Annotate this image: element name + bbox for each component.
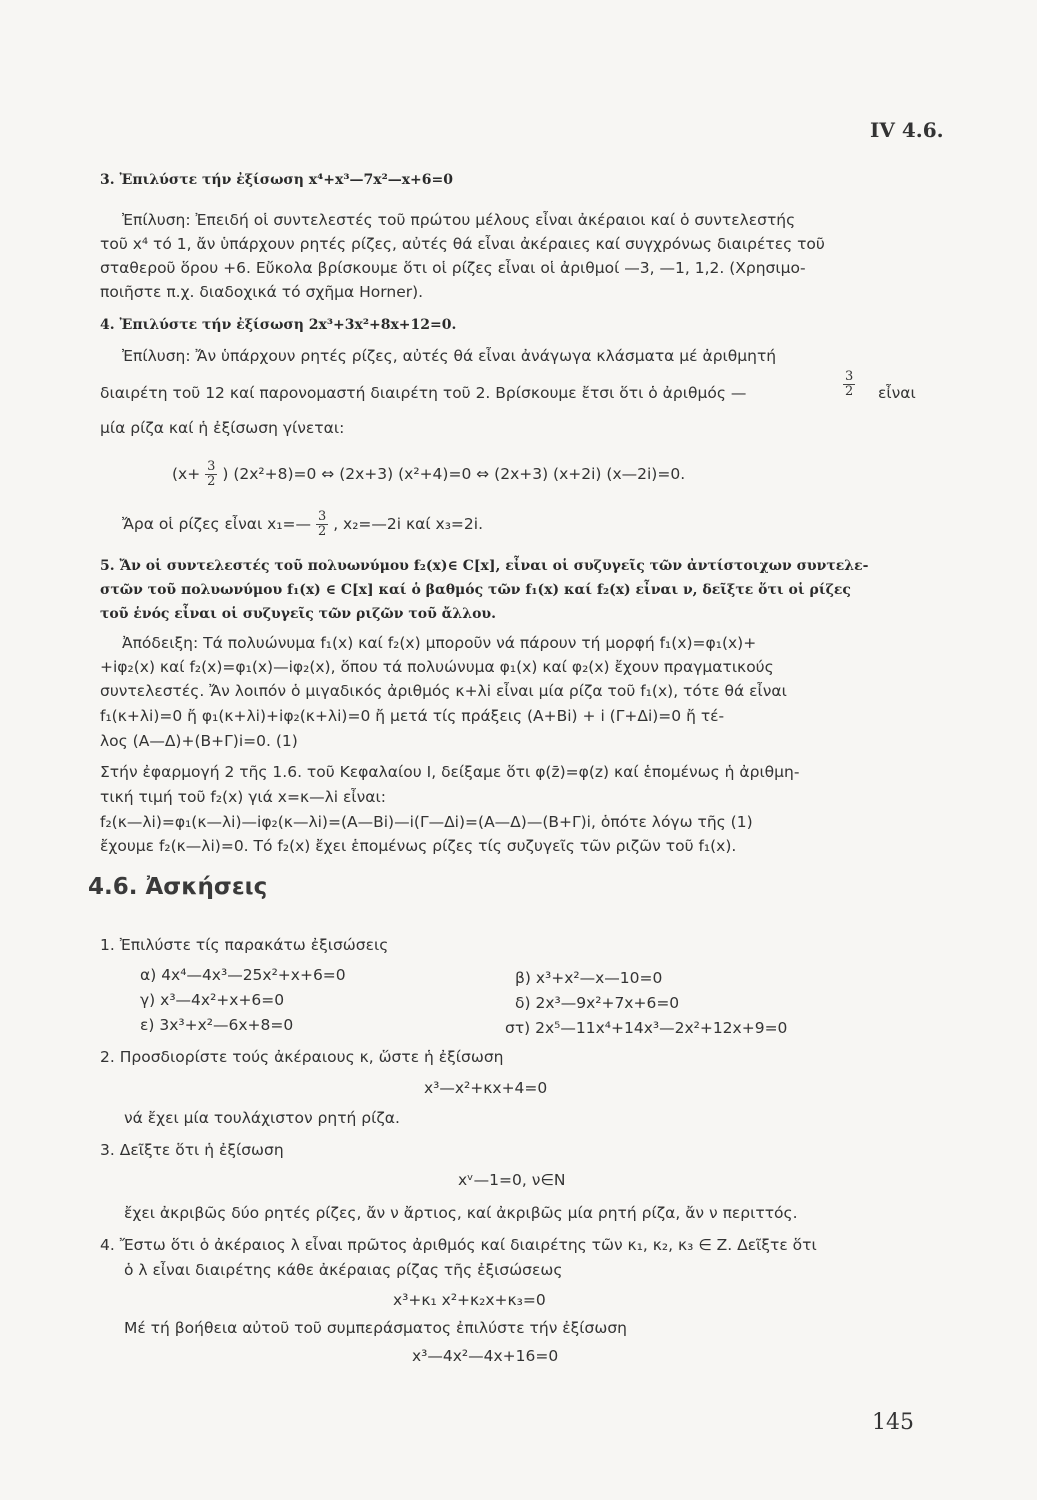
problem-4-solution-line-end: εἶναι [878, 384, 916, 402]
problem-3-line: Ἐπίλυση: Ἐπειδή οἱ συντελεστές τοῦ πρώτου μέλους εἶναι ἀκέραιοι καί ὁ συντελεστής [122, 211, 796, 229]
problem-5-proof-line: Στήν ἐφαρμογή 2 τῆς 1.6. τοῦ Κεφαλαίου I, δείξαμε ὅτι φ(z̄)=φ(z) καί ἑπομένως ἡ ἀριθμη- [100, 763, 800, 781]
problem-5-proof-line: +iφ₂(x) καί f₂(x)=φ₁(x)—iφ₂(x), ὅπου τά πολυώνυμα φ₁(x) καί φ₂(x) ἔχουν πραγματικούς [100, 658, 774, 676]
problem-4-equation [172, 460, 685, 489]
exercise-4-text: 4. Ἔστω ὅτι ὁ ἀκέραιος λ εἶναι πρῶτος ἀριθμός καί διαιρέτης τῶν κ₁, κ₂, κ₃ ∈ Z. Δεῖξτε ὅτι [100, 1236, 817, 1254]
exercise-1-equation: στ) 2x⁵—11x⁴+14x³—2x²+12x+9=0 [505, 1019, 788, 1037]
problem-5-proof-line: λος (Α—Δ)+(Β+Γ)i=0. (1) [100, 732, 298, 750]
fraction-numerator: 3 [207, 459, 216, 474]
problem-3-line: ποιῆστε π.χ. διαδοχικά τό σχῆμα Horner). [100, 283, 424, 301]
exercise-2-text: νά ἔχει μία τουλάχιστον ρητή ρίζα. [124, 1109, 400, 1127]
problem-4-roots [122, 510, 483, 539]
problem-3-line: τοῦ x⁴ τό 1, ἄν ὑπάρχουν ρητές ρίζες, αὐτές θά εἶναι ἀκέραιες καί συγχρόνως διαιρέτες τοῦ [100, 235, 825, 253]
exercise-1-text: 1. Ἐπιλύστε τίς παρακάτω ἐξισώσεις [100, 936, 389, 954]
problem-5-proof-line: τική τιμή τοῦ f₂(x) γιά x=κ—λi εἶναι: [100, 788, 386, 806]
problem-4-solution-line: διαιρέτη τοῦ 12 καί παρονομαστή διαιρέτη τοῦ 2. Βρίσκουμε ἔτσι ὅτι ὁ ἀριθμός — [100, 384, 747, 402]
roots-prefix: Ἄρα οἱ ρίζες εἶναι x₁=— [122, 515, 312, 533]
problem-5-heading: 5. Ἄν οἱ συντελεστές τοῦ πολυωνύμου f₂(x)∈ C[x], εἶναι οἱ συζυγεῖς τῶν ἀντίστοιχων συντελε- [100, 558, 869, 574]
exercise-3-text: 3. Δεῖξτε ὅτι ἡ ἐξίσωση [100, 1141, 284, 1159]
exercise-4-equation: x³—4x²—4x+16=0 [412, 1347, 559, 1365]
problem-5-proof-line: συντελεστές. Ἄν λοιπόν ὁ μιγαδικός ἀριθμός κ+λi εἶναι μία ρίζα τοῦ f₁(x), τότε θά εἶναι [100, 682, 787, 700]
problem-5-proof-line: f₁(κ+λi)=0 ἤ φ₁(κ+λi)+iφ₂(κ+λi)=0 ἤ μετά τίς πράξεις (Α+Βi) + i (Γ+Δi)=0 ἤ τέ- [100, 707, 725, 725]
exercise-4-text: Μέ τή βοήθεια αὐτοῦ τοῦ συμπεράσματος ἐπιλύστε τήν ἐξίσωση [124, 1319, 627, 1337]
section-reference: IV 4.6. [870, 118, 944, 142]
problem-4-solution-line: Ἐπίλυση: Ἄν ὑπάρχουν ρητές ρίζες, αὐτές θά εἶναι ἀνάγωγα κλάσματα μέ ἀριθμητή [122, 347, 777, 365]
fraction-three-halves [843, 370, 855, 399]
problem-5-proof-line: Ἀπόδειξη: Τά πολυώνυμα f₁(x) καί f₂(x) μποροῦν νά πάρουν τή μορφή f₁(x)=φ₁(x)+ [122, 634, 757, 652]
roots-suffix: , x₂=—2i καί x₃=2i. [333, 515, 484, 533]
exercise-4-text: ὁ λ εἶναι διαιρέτης κάθε ἀκέραιας ρίζας τῆς ἐξισώσεως [124, 1261, 563, 1279]
problem-5-proof-line: ἔχουμε f₂(κ—λi)=0. Τό f₂(x) ἔχει ἑπομένως ρίζες τίς συζυγεῖς τῶν ριζῶν τοῦ f₁(x). [100, 837, 737, 855]
exercise-2-equation: x³—x²+κx+4=0 [424, 1079, 548, 1097]
exercise-3-text: ἔχει ἀκριβῶς δύο ρητές ρίζες, ἄν ν ἄρτιος, καί ἀκριβῶς μία ρητή ρίζα, ἄν ν περιττός. [124, 1204, 798, 1222]
fraction-denominator: 2 [845, 384, 854, 399]
exercise-1-equation: δ) 2x³—9x²+7x+6=0 [515, 994, 680, 1012]
problem-4-solution-line: μία ρίζα καί ἡ ἐξίσωση γίνεται: [100, 419, 345, 437]
page-number: 145 [872, 1410, 914, 1435]
fraction-denominator: 2 [207, 474, 216, 489]
problem-3-line: σταθεροῦ ὅρου +6. Εὔκολα βρίσκουμε ὅτι οἱ ρίζες εἶναι οἱ ἀριθμοί —3, —1, 1,2. (Χρησιμο- [100, 259, 806, 277]
exercise-1-equation: β) x³+x²—x—10=0 [515, 969, 663, 987]
exercise-1-equation: ε) 3x³+x²—6x+8=0 [140, 1016, 294, 1034]
section-title: 4.6. Ἀσκήσεις [88, 874, 268, 900]
problem-4-heading: 4. Ἐπιλύστε τήν ἐξίσωση 2x³+3x²+8x+12=0. [100, 317, 457, 333]
exercise-1-equation: γ) x³—4x²+x+6=0 [140, 991, 285, 1009]
fraction-denominator: 2 [317, 524, 327, 539]
problem-5-heading: τοῦ ἑνός εἶναι οἱ συζυγεῖς τῶν ριζῶν τοῦ ἄλλου. [100, 606, 496, 622]
fraction-numerator: 3 [845, 369, 854, 384]
fraction-numerator: 3 [317, 509, 327, 524]
equation-rest: ) (2x²+8)=0 ⇔ (2x+3) (x²+4)=0 ⇔ (2x+3) (x+2i) (x—2i)=0. [222, 465, 686, 483]
equation-open: (x+ [172, 465, 201, 483]
exercise-1-equation: α) 4x⁴—4x³—25x²+x+6=0 [140, 966, 346, 984]
exercise-4-equation: x³+κ₁ x²+κ₂x+κ₃=0 [393, 1291, 546, 1309]
problem-5-proof-line: f₂(κ—λi)=φ₁(κ—λi)—iφ₂(κ—λi)=(Α—Βi)—i(Γ—Δi)=(Α—Δ)—(Β+Γ)i, ὁπότε λόγω τῆς (1) [100, 813, 753, 831]
exercise-2-text: 2. Προσδιορίστε τούς ἀκέραιους κ, ὥστε ἡ ἐξίσωση [100, 1048, 504, 1066]
exercise-3-equation: xᵛ—1=0, ν∈N [458, 1171, 566, 1189]
problem-3-heading: 3. Ἐπιλύστε τήν ἐξίσωση x⁴+x³—7x²—x+6=0 [100, 172, 454, 188]
problem-5-heading: στῶν τοῦ πολυωνύμου f₁(x) ∈ C[x] καί ὁ βαθμός τῶν f₁(x) καί f₂(x) εἶναι ν, δεῖξτε ὅτι οἱ ρίζες [100, 582, 851, 598]
